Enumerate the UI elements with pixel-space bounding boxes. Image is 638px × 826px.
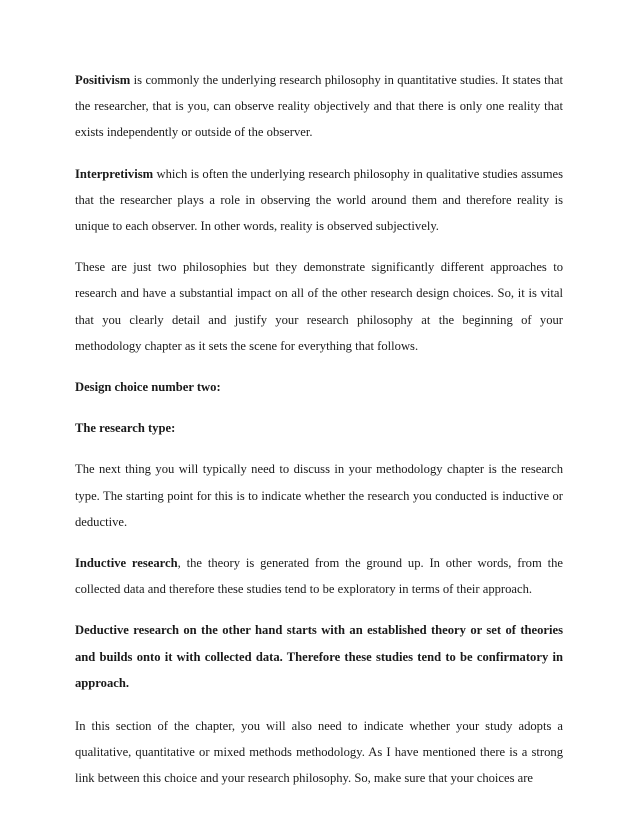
term-interpretivism: Interpretivism bbox=[75, 166, 154, 181]
term-positivism: Positivism bbox=[75, 73, 131, 87]
paragraph-interpretivism bbox=[75, 161, 563, 240]
paragraph-research-type bbox=[75, 456, 563, 535]
paragraph-text: is commonly the underlying research philosophy in quantitative studies. It states that the researcher, that is you, can observe reality objectively and that there is only one reality that exists independently or outside of the observer. bbox=[75, 73, 563, 140]
heading-research-type bbox=[75, 415, 563, 441]
paragraph-text: In this section of the chapter, you will also need to indicate whether your study adopts a qualitative, quantitative or mixed methods methodology. As I have mentioned there is a strong link between this choice and your research philosophy. So, make sure that your choices are bbox=[75, 718, 563, 786]
term-inductive-research: Inductive research bbox=[75, 556, 178, 571]
paragraph-text: which is often the underlying research philosophy in qualitative studies assumes that the researcher plays a role in observing the world around them and therefore reality is unique to each observer. In other words, reality is observed subjectively. bbox=[75, 166, 563, 234]
paragraph-bold-text: Deductive research on the other hand starts with an established theory or set of theories and builds onto it with collected data. Therefore these studies tend to be confirmatory in approach. bbox=[75, 623, 563, 691]
paragraph-methodology bbox=[75, 713, 563, 792]
heading-text: The research type: bbox=[75, 421, 176, 436]
paragraph-philosophies bbox=[75, 254, 563, 359]
heading-text: Design choice number two: bbox=[75, 380, 221, 395]
heading-design-choice bbox=[75, 374, 563, 400]
paragraph-text: These are just two philosophies but they demonstrate significantly different approaches to research and have a substantial impact on all of the other research design choices. So, it is vital that you clearly detail and justify your research philosophy at the beginning of your methodology chapter as it sets the scene for everything that follows. bbox=[75, 260, 563, 353]
paragraph-text: , the theory is generated from the ground up. In other words, from the collected data and therefore these studies tend to be exploratory in terms of their approach. bbox=[75, 556, 563, 597]
paragraph-inductive bbox=[75, 550, 563, 602]
document-page bbox=[75, 67, 563, 792]
paragraph-text: The next thing you will typically need to discuss in your methodology chapter is the research type. The starting point for this is to indicate whether the research you conducted is inductive or deductive. bbox=[75, 462, 563, 529]
paragraph-positivism bbox=[75, 67, 563, 146]
paragraph-deductive bbox=[75, 617, 563, 697]
